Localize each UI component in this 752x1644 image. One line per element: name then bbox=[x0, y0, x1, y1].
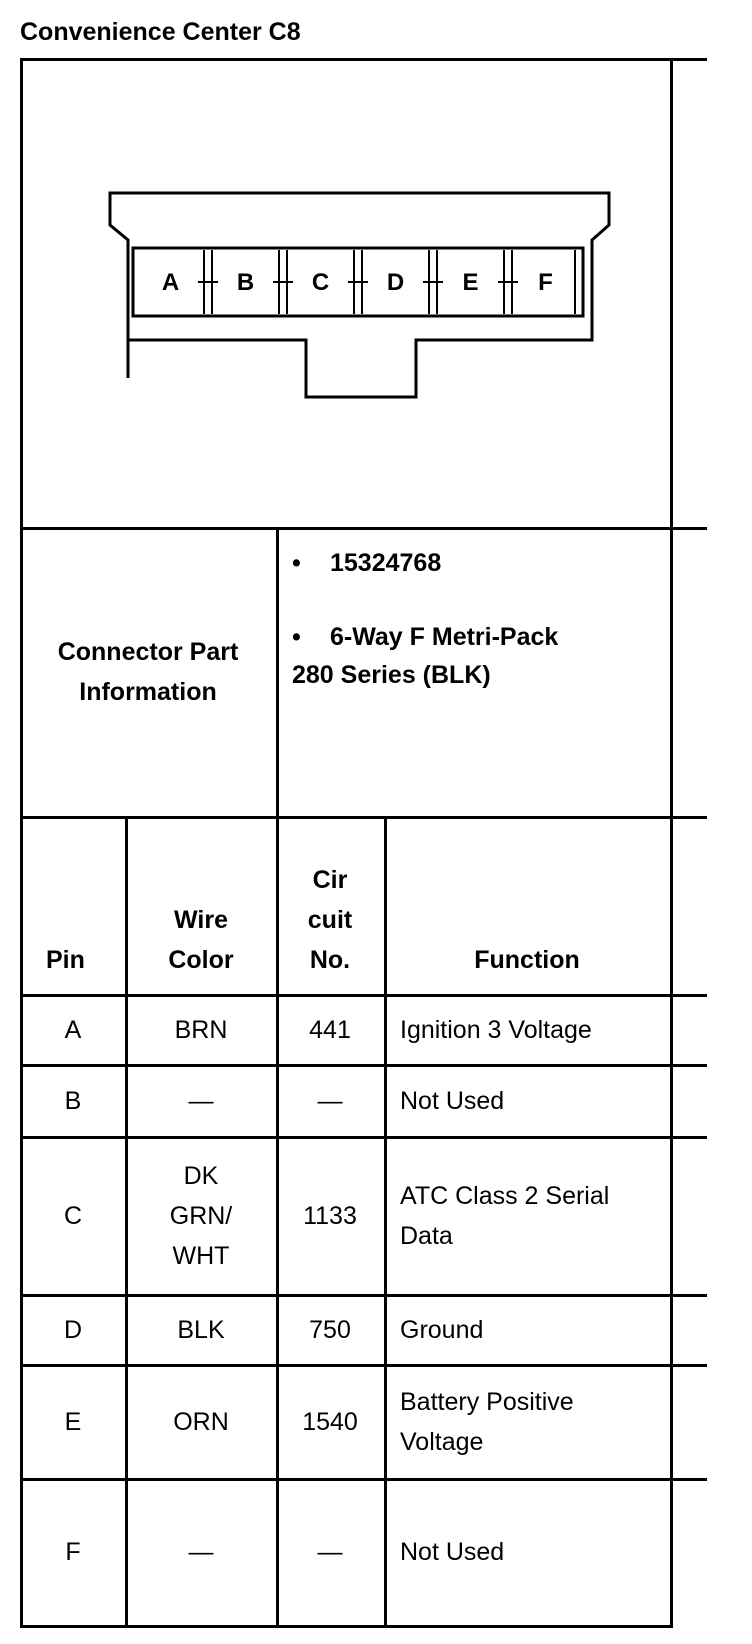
cavity-label-f: F bbox=[538, 269, 553, 296]
cell-pin: C bbox=[63, 1202, 83, 1230]
cell-circuit-number: 750 bbox=[309, 1316, 351, 1344]
cell-wire-color: — bbox=[188, 1087, 214, 1115]
cell-circuit-number: — bbox=[317, 1087, 343, 1115]
cell-wire-color: ORN bbox=[173, 1408, 229, 1436]
cell-function: Not Used bbox=[400, 1087, 505, 1115]
connector-description: 6-Way F Metri-Pack bbox=[330, 623, 559, 651]
cell-function: Ground bbox=[400, 1316, 484, 1344]
header-wire-color: Wire Color bbox=[168, 906, 234, 974]
cell-function: Not Used bbox=[400, 1538, 505, 1566]
cell-function: Battery Positive Voltage bbox=[400, 1388, 574, 1456]
cell-circuit-number: 1133 bbox=[303, 1202, 357, 1230]
cell-pin: F bbox=[65, 1538, 81, 1566]
header-function: Function bbox=[474, 946, 580, 974]
cavity-label-c: C bbox=[311, 269, 330, 296]
cell-wire-color: BRN bbox=[174, 1016, 228, 1044]
cavity-label-d: D bbox=[386, 269, 405, 296]
cell-pin: E bbox=[64, 1408, 82, 1436]
cell-function: ATC Class 2 Serial Data bbox=[400, 1182, 610, 1250]
cell-circuit-number: 1540 bbox=[302, 1408, 358, 1436]
header-pin: Pin bbox=[46, 946, 85, 974]
cell-wire-color: DK GRN/ WHT bbox=[169, 1162, 233, 1270]
cell-wire-color: — bbox=[188, 1538, 214, 1566]
part-info-label: Connector Part Information bbox=[57, 638, 239, 706]
cavity-label-b: B bbox=[236, 269, 255, 296]
cell-circuit-number: 441 bbox=[309, 1016, 351, 1044]
part-info-details: • 15324768 • 6-Way F Metri-Pack 280 Series (BLK) bbox=[292, 544, 558, 694]
cell-function: Ignition 3 Voltage bbox=[400, 1016, 592, 1044]
cell-circuit-number: — bbox=[317, 1538, 343, 1566]
cavity-label-e: E bbox=[462, 269, 479, 296]
cell-pin: B bbox=[64, 1087, 82, 1115]
page-title: Convenience Center C8 bbox=[20, 18, 301, 46]
cell-pin: A bbox=[64, 1016, 82, 1044]
header-circuit-number: Cir cuit No. bbox=[307, 866, 353, 974]
connector-description-line2: 280 Series (BLK) bbox=[292, 661, 491, 689]
cell-wire-color: BLK bbox=[177, 1316, 225, 1344]
cell-pin: D bbox=[63, 1316, 83, 1344]
part-number: 15324768 bbox=[330, 549, 442, 577]
cavity-label-a: A bbox=[161, 269, 180, 296]
